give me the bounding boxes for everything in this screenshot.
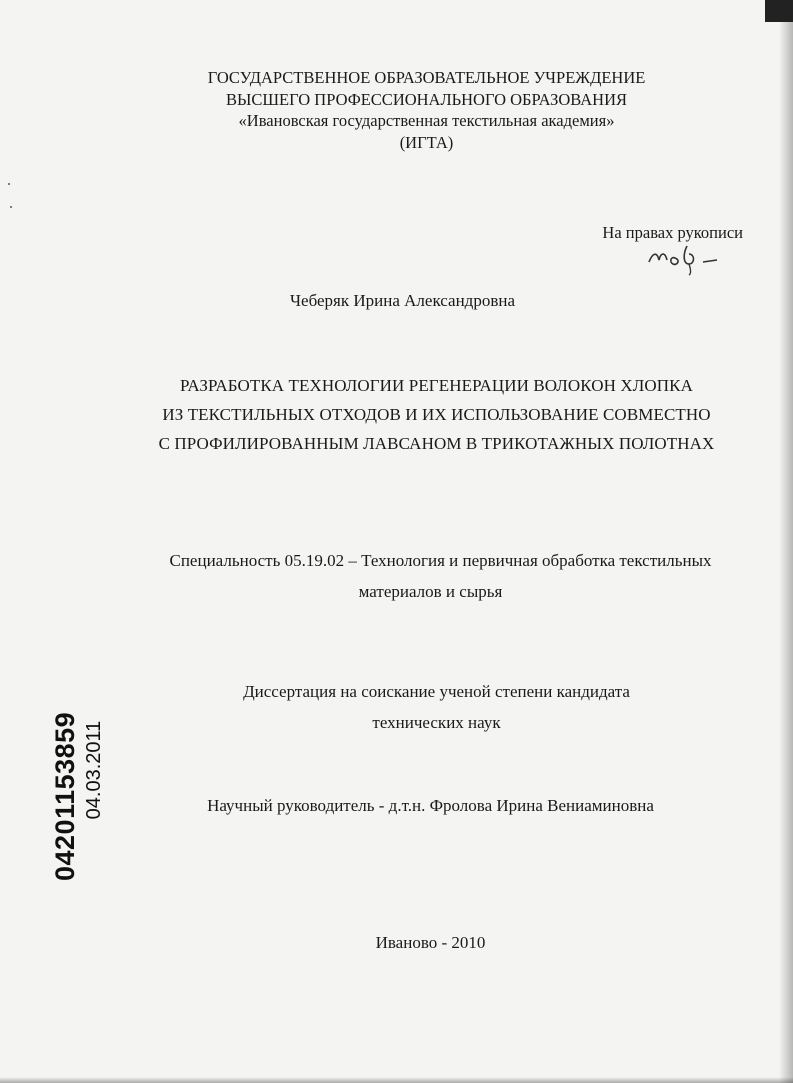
- institution-name: «Ивановская государственная текстильная академия»: [238, 111, 615, 130]
- supervisor: Научный руководитель - д.т.н. Фролова Ирина Вениаминовна: [207, 796, 654, 815]
- degree-line-1: Диссертация на соискание ученой степени кандидата: [243, 682, 630, 701]
- institution-abbr: (ИГТА): [399, 133, 454, 152]
- scan-edge-shadow: [779, 0, 793, 1083]
- author-name: Чеберяк Ирина Александровна: [289, 291, 516, 310]
- degree-line-2: технических наук: [372, 713, 501, 732]
- scan-speck: [10, 206, 12, 208]
- institution-line-1: ГОСУДАРСТВЕННОЕ ОБРАЗОВАТЕЛЬНОЕ УЧРЕЖДЕНИЕ: [207, 68, 646, 87]
- handwritten-signature: [645, 240, 725, 276]
- thesis-title-line-2: ИЗ ТЕКСТИЛЬНЫХ ОТХОДОВ И ИХ ИСПОЛЬЗОВАНИЕ СОВМЕСТНО: [162, 405, 711, 424]
- institution-line-2: ВЫСШЕГО ПРОФЕССИОНАЛЬНОГО ОБРАЗОВАНИЯ: [225, 90, 628, 109]
- scan-speck: [8, 183, 10, 185]
- thesis-title-line-3: С ПРОФИЛИРОВАННЫМ ЛАВСАНОМ В ТРИКОТАЖНЫХ ПОЛОТНАХ: [158, 434, 715, 453]
- specialty-line-1: Специальность 05.19.02 – Технология и первичная обработка текстильных: [169, 551, 712, 570]
- stamp-number: 04201153859: [50, 711, 80, 881]
- scan-bottom-shadow: [0, 1077, 793, 1083]
- library-stamp: [50, 659, 110, 881]
- manuscript-note: На правах рукописи: [602, 223, 743, 242]
- thesis-title-line-1: РАЗРАБОТКА ТЕХНОЛОГИИ РЕГЕНЕРАЦИИ ВОЛОКОН ХЛОПКА: [180, 376, 693, 395]
- stamp-date: 04.03.2011: [83, 720, 105, 820]
- scan-corner-artifact: [765, 0, 793, 22]
- specialty-line-2: материалов и сырья: [358, 582, 503, 601]
- place-year: Иваново - 2010: [375, 933, 486, 952]
